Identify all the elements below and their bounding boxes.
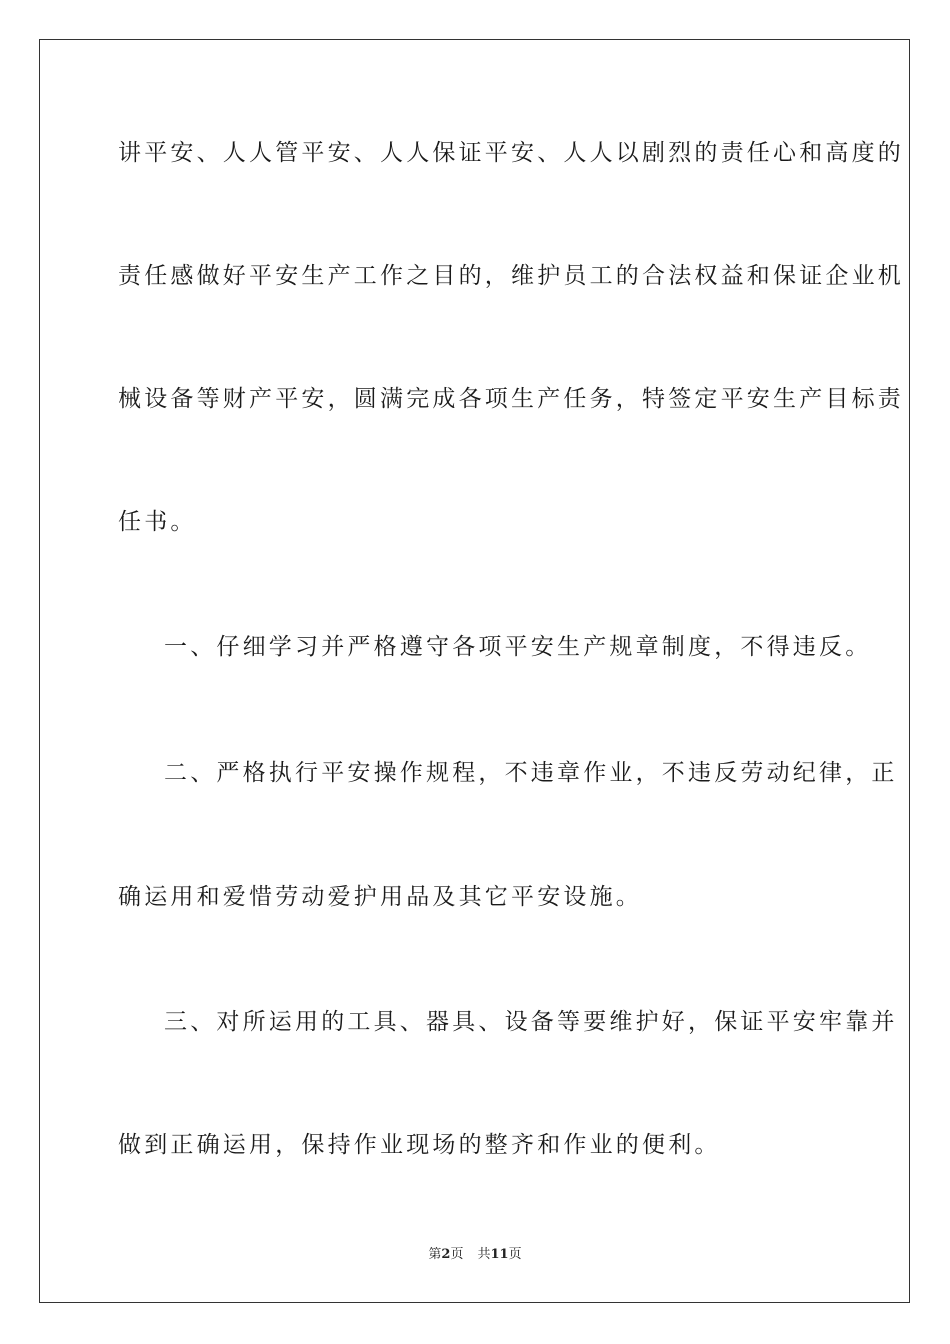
body-text-line: 确运用和爱惜劳动爱护用品及其它平安设施。	[118, 884, 642, 910]
total-suffix: 页	[508, 1247, 522, 1262]
body-text-line: 责任感做好平安生产工作之目的，维护员工的合法权益和保证企业机	[118, 263, 904, 289]
total-prefix: 共	[477, 1247, 491, 1262]
clause-one: 一、仔细学习并严格遵守各项平安生产规章制度，不得违反。	[164, 634, 872, 660]
body-text-line: 做到正确运用，保持作业现场的整齐和作业的便利。	[118, 1132, 721, 1158]
page-number: 2	[441, 1247, 451, 1262]
body-text-line: 讲平安、人人管平安、人人保证平安、人人以剧烈的责任心和高度的	[118, 140, 904, 166]
clause-three: 三、对所运用的工具、器具、设备等要维护好，保证平安牢靠并	[164, 1009, 898, 1035]
total-pages: 11	[490, 1247, 509, 1262]
clause-two: 二、严格执行平安操作规程，不违章作业，不违反劳动纪律，正	[164, 760, 898, 786]
body-text-line: 械设备等财产平安，圆满完成各项生产任务，特签定平安生产目标责	[118, 386, 904, 412]
page-footer	[0, 1246, 950, 1264]
page-suffix: 页	[450, 1247, 464, 1262]
body-text-line: 任书。	[118, 509, 197, 535]
page-border	[39, 39, 910, 1303]
page-prefix: 第	[428, 1247, 442, 1262]
